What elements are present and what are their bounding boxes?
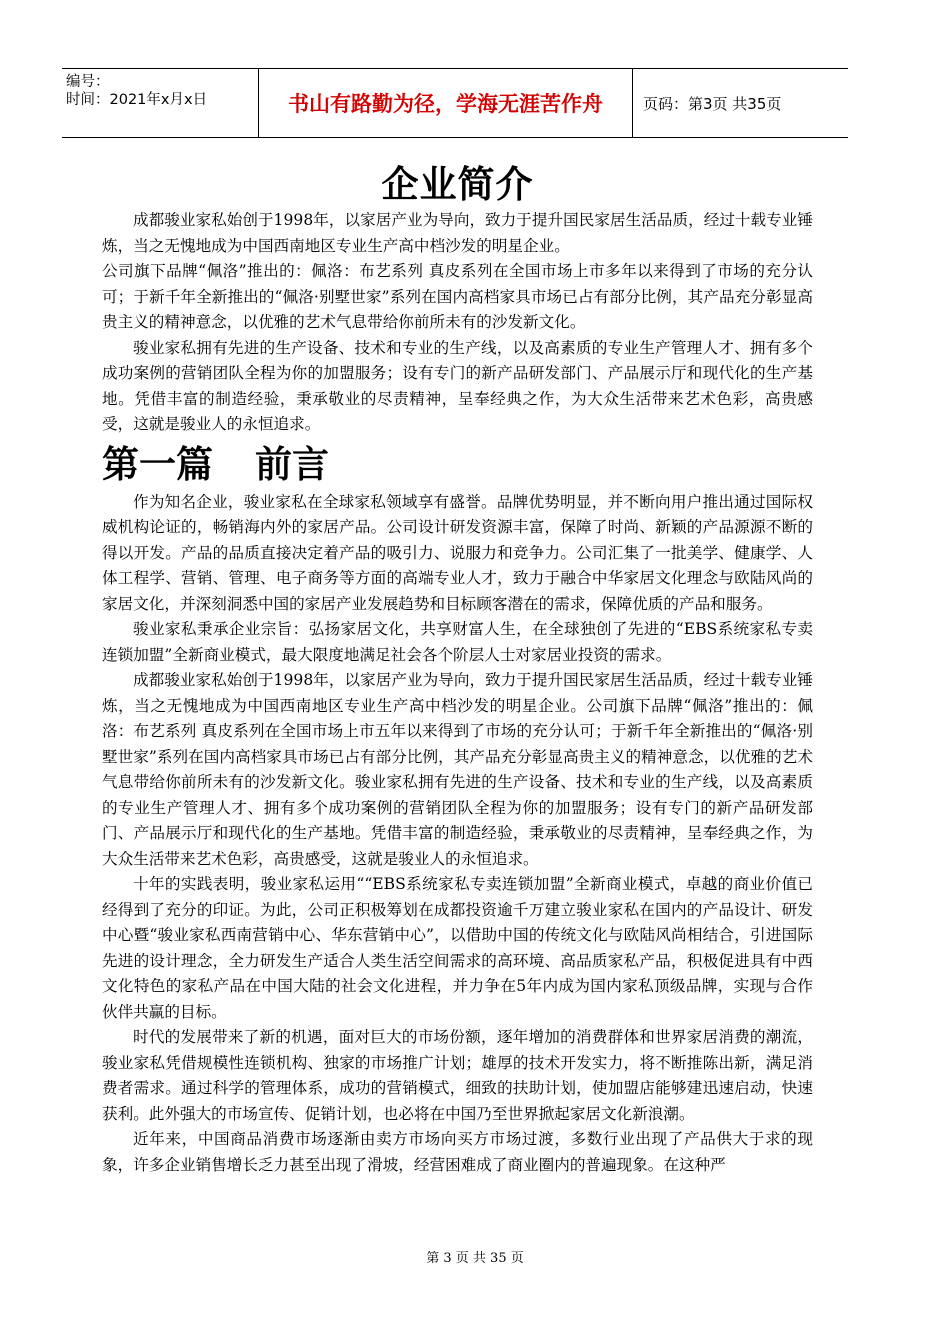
header-motto: 书山有路勤为径，学海无涯苦作舟: [258, 69, 633, 137]
section-title-part: 第一篇: [102, 442, 213, 486]
paragraph: 作为知名企业，骏业家私在全球家私领域享有盛誉。品牌优势明显，并不断向用户推出通过国际权威机构论证的，畅销海内外的家居产品。公司设计研发资源丰富，保障了时尚、新颖的产品源源不断的得以开发。产品的品质直接决定着产品的吸引力、说服力和竞争力。公司汇集了一批美学、健康学、人体工程学、营销、管理、电子商务等方面的高端专业人才，致力于融合中华家居文化理念与欧陆风尚的家居文化，并深刻洞悉中国的家居产业发展趋势和目标顾客潜在的需求，保障优质的产品和服务。: [102, 492, 813, 613]
section-title-preface: [102, 440, 813, 490]
section-title-part: 前言: [255, 442, 329, 486]
header-page-info: 页码：第3页 共35页: [643, 94, 782, 113]
paragraph: 骏业家私秉承企业宗旨：弘扬家居文化，共享财富人生，在全球独创了先进的“EBS系统家私专卖连锁加盟”全新商业模式，最大限度地满足社会各个阶层人士对家居业投资的需求。: [102, 620, 813, 664]
document-time-label: 时间：2021年x月x日: [66, 92, 208, 108]
page-header: [62, 68, 848, 138]
document-body: [102, 160, 813, 1178]
section-title-company-intro: 企业简介: [381, 162, 534, 206]
document-number-label: 编号：: [66, 74, 110, 90]
paragraph: 成都骏业家私始创于1998年，以家居产业为导向，致力于提升国民家居生活品质，经过十载专业锤炼，当之无愧地成为中国西南地区专业生产高中档沙发的明星企业。: [102, 211, 813, 255]
paragraph: 近年来，中国商品消费市场逐渐由卖方市场向买方市场过渡，多数行业出现了产品供大于求的现象，许多企业销售增长乏力甚至出现了滑坡，经营困难成了商业圈内的普遍现象。在这种严: [102, 1130, 813, 1174]
page-footer: 第 3 页 共 35 页: [426, 1251, 524, 1266]
paragraph: 骏业家私拥有先进的生产设备、技术和专业的生产线，以及高素质的专业生产管理人才、拥有多个成功案例的营销团队全程为你的加盟服务；设有专门的新产品研发部门、产品展示厅和现代化的生产基地。凭借丰富的制造经验，秉承敬业的尽责精神，呈奉经典之作，为大众生活带来艺术色彩，高贵感受，这就是骏业人的永恒追求。: [102, 338, 813, 433]
paragraph: 公司旗下品牌“佩洛”推出的：佩洛：布艺系列 真皮系列在全国市场上市多年以来得到了市场的充分认可；于新千年全新推出的“佩洛·别墅世家”系列在国内高档家具市场已占有部分比例，其产品充分彰显高贵主义的精神意念，以优雅的艺术气息带给你前所未有的沙发新文化。: [102, 262, 813, 331]
paragraph: 十年的实践表明，骏业家私运用““EBS系统家私专卖连锁加盟”全新商业模式，卓越的商业价值已经得到了充分的印证。为此，公司正积极筹划在成都投资逾千万建立骏业家私在国内的产品设计、研发中心暨“骏业家私西南营销中心、华东营销中心”，以借助中国的传统文化与欧陆风尚相结合，引进国际先进的设计理念，全力研发生产适合人类生活空间需求的高环境、高品质家私产品，积极促进具有中西文化特色的家私产品在中国大陆的社会文化进程，并力争在5年内成为国内家私顶级品牌，实现与合作伙伴共赢的目标。: [102, 875, 813, 1021]
header-meta: [62, 69, 258, 137]
paragraph: 时代的发展带来了新的机遇，面对巨大的市场份额，逐年增加的消费群体和世界家居消费的潮流，骏业家私凭借规模性连锁机构、独家的市场推广计划；雄厚的技术开发实力，将不断推陈出新，满足消费者需求。通过科学的管理体系，成功的营销模式，细致的扶助计划，使加盟店能够建迅速启动，快速获利。此外强大的市场宣传、促销计划，也必将在中国乃至世界掀起家居文化新浪潮。: [102, 1028, 813, 1123]
paragraph: 成都骏业家私始创于1998年，以家居产业为导向，致力于提升国民家居生活品质，经过十载专业锤炼，当之无愧地成为中国西南地区专业生产高中档沙发的明星企业。公司旗下品牌“佩洛”推出的：佩洛：布艺系列 真皮系列在全国市场上市五年以来得到了市场的充分认可；于新千年全新推出的“佩洛·别墅世家”系列在国内高档家具市场已占有部分比例，其产品充分彰显高贵主义的精神意念，以优雅的艺术气息带给你前所未有的沙发新文化。骏业家私拥有先进的生产设备、技术和专业的生产线，以及高素质的专业生产管理人才、拥有多个成功案例的营销团队全程为你的加盟服务；设有专门的新产品研发部门、产品展示厅和现代化的生产基地。凭借丰富的制造经验，秉承敬业的尽责精神，呈奉经典之作，为大众生活带来艺术色彩，高贵感受，这就是骏业人的永恒追求。: [102, 671, 813, 868]
